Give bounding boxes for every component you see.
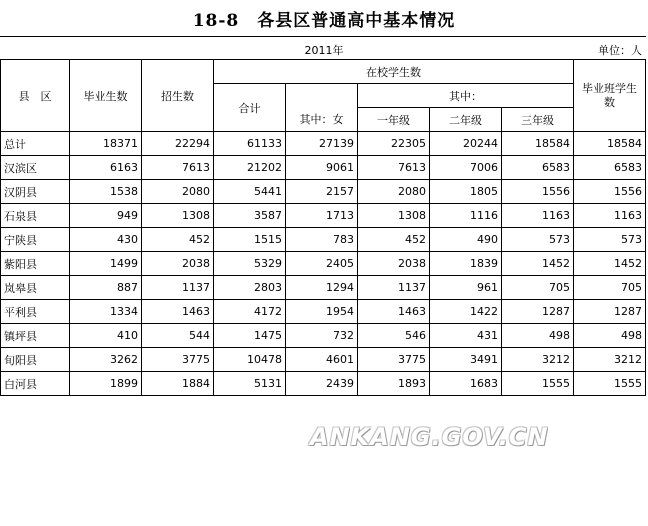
table-row [1,300,646,324]
header-in-school: 在校学生数 [214,60,574,84]
value-cell: 1839 [430,252,502,276]
value-cell: 2038 [358,252,430,276]
value-cell: 2439 [286,372,358,396]
value-cell: 10478 [214,348,286,372]
value-cell: 61133 [214,132,286,156]
value-cell: 410 [70,324,142,348]
value-cell: 1555 [502,372,574,396]
value-cell: 949 [70,204,142,228]
value-cell: 3587 [214,204,286,228]
value-cell: 1683 [430,372,502,396]
stats-table [0,59,646,396]
value-cell: 27139 [286,132,358,156]
value-cell: 2038 [142,252,214,276]
county-name-cell: 镇坪县 [1,324,70,348]
table-row [1,324,646,348]
value-cell: 1515 [214,228,286,252]
value-cell: 573 [502,228,574,252]
table-row [1,132,646,156]
value-cell: 1556 [502,180,574,204]
county-name-cell: 总计 [1,132,70,156]
value-cell: 2157 [286,180,358,204]
county-name-cell: 白河县 [1,372,70,396]
county-name-cell: 平利县 [1,300,70,324]
value-cell: 546 [358,324,430,348]
table-row [1,228,646,252]
value-cell: 1463 [142,300,214,324]
value-cell: 1899 [70,372,142,396]
value-cell: 5131 [214,372,286,396]
value-cell: 5441 [214,180,286,204]
value-cell: 9061 [286,156,358,180]
value-cell: 1713 [286,204,358,228]
value-cell: 1475 [214,324,286,348]
value-cell: 18584 [574,132,646,156]
value-cell: 1137 [358,276,430,300]
value-cell: 7006 [430,156,502,180]
value-cell: 1116 [430,204,502,228]
value-cell: 1163 [502,204,574,228]
value-cell: 3262 [70,348,142,372]
value-cell: 5329 [214,252,286,276]
title-divider [0,36,646,37]
table-row [1,348,646,372]
value-cell: 1137 [142,276,214,300]
value-cell: 705 [502,276,574,300]
header-graduating-class: 毕业班学生数 [574,60,646,132]
header-graduates: 毕业生数 [70,60,142,132]
table-row [1,156,646,180]
page-title: 18-8 各县区普通高中基本情况 [192,11,456,31]
value-cell: 2080 [358,180,430,204]
header-enrollment: 招生数 [142,60,214,132]
value-cell: 705 [574,276,646,300]
county-name-cell: 旬阳县 [1,348,70,372]
value-cell: 6583 [574,156,646,180]
value-cell: 490 [430,228,502,252]
value-cell: 1884 [142,372,214,396]
table-row [1,180,646,204]
value-cell: 430 [70,228,142,252]
value-cell: 544 [142,324,214,348]
table-row [1,372,646,396]
value-cell: 22294 [142,132,214,156]
site-watermark: ANKANG.GOV.CN [310,423,549,451]
value-cell: 1334 [70,300,142,324]
value-cell: 1538 [70,180,142,204]
table-row [1,276,646,300]
county-name-cell: 汉阴县 [1,180,70,204]
value-cell: 1308 [358,204,430,228]
value-cell: 7613 [358,156,430,180]
header-grade3: 三年级 [502,108,574,132]
value-cell: 1287 [502,300,574,324]
county-name-cell: 汉滨区 [1,156,70,180]
value-cell: 3212 [502,348,574,372]
header-county: 县 区 [1,60,70,132]
value-cell: 431 [430,324,502,348]
value-cell: 3775 [358,348,430,372]
unit-label: 单位：人 [598,44,642,57]
value-cell: 452 [142,228,214,252]
value-cell: 1499 [70,252,142,276]
header-female: 其中：女 [286,108,358,132]
value-cell: 452 [358,228,430,252]
value-cell: 3775 [142,348,214,372]
value-cell: 961 [430,276,502,300]
value-cell: 18584 [502,132,574,156]
value-cell: 4601 [286,348,358,372]
value-cell: 7613 [142,156,214,180]
header-of-which: 其中： [358,84,574,108]
value-cell: 1294 [286,276,358,300]
county-name-cell: 紫阳县 [1,252,70,276]
header-total: 合计 [214,84,286,132]
value-cell: 1805 [430,180,502,204]
value-cell: 4172 [214,300,286,324]
value-cell: 3491 [430,348,502,372]
value-cell: 1556 [574,180,646,204]
county-name-cell: 石泉县 [1,204,70,228]
value-cell: 1452 [574,252,646,276]
value-cell: 2405 [286,252,358,276]
value-cell: 1287 [574,300,646,324]
value-cell: 1463 [358,300,430,324]
header-grade2: 二年级 [430,108,502,132]
value-cell: 3212 [574,348,646,372]
value-cell: 1555 [574,372,646,396]
value-cell: 1308 [142,204,214,228]
header-blank [286,84,358,108]
value-cell: 20244 [430,132,502,156]
value-cell: 6163 [70,156,142,180]
value-cell: 18371 [70,132,142,156]
value-cell: 1954 [286,300,358,324]
value-cell: 1452 [502,252,574,276]
value-cell: 887 [70,276,142,300]
value-cell: 498 [574,324,646,348]
table-row [1,204,646,228]
value-cell: 21202 [214,156,286,180]
value-cell: 22305 [358,132,430,156]
header-row-1 [1,60,646,84]
table-row [1,252,646,276]
value-cell: 1422 [430,300,502,324]
value-cell: 1163 [574,204,646,228]
value-cell: 1893 [358,372,430,396]
year-label: 2011年 [304,44,344,57]
value-cell: 2080 [142,180,214,204]
county-name-cell: 宁陕县 [1,228,70,252]
value-cell: 732 [286,324,358,348]
value-cell: 573 [574,228,646,252]
county-name-cell: 岚皋县 [1,276,70,300]
value-cell: 783 [286,228,358,252]
value-cell: 6583 [502,156,574,180]
header-grade1: 一年级 [358,108,430,132]
value-cell: 2803 [214,276,286,300]
value-cell: 498 [502,324,574,348]
